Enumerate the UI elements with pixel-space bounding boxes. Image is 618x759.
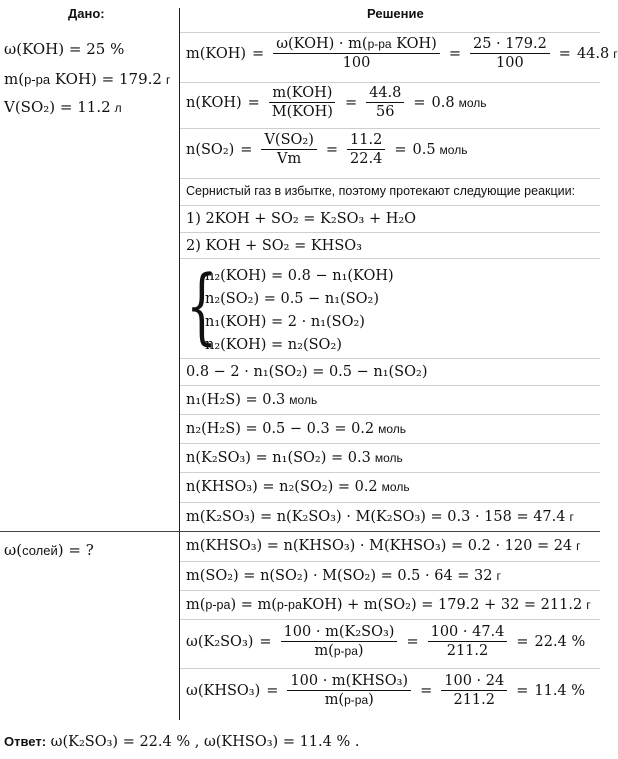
solution-line-equation: 0.8 − 2 · n₁(SO₂) = 0.5 − n₁(SO₂) — [186, 364, 428, 380]
separator — [180, 472, 600, 473]
solution-line-m-koh: m(KOH) = $\frac{\text{ω(KOH) · m(р-ра KOH)}}{100}$ = $\frac{25 \cdot 179.2}{100}$ = 44.8 г — [186, 36, 618, 71]
separator — [180, 561, 600, 562]
system-line: n₁(KOH) = 2 · n₁(SO₂) — [205, 314, 365, 330]
separator — [180, 443, 600, 444]
find-w-salts: ω(солей) = ? — [4, 541, 94, 559]
separator — [180, 205, 600, 206]
solution-line-w-k2so3: ω(K₂SO₃) = $\frac{\text{100 · m(K₂SO₃)}}{m(р-ра)}$ = $\frac{100 \cdot 47.4}{211.2}$ = 22.4 % — [186, 624, 586, 659]
system-line: n₂(KOH) = 0.8 − n₁(KOH) — [205, 268, 394, 284]
solution-line-w-khso3: ω(KHSO₃) = $\frac{\text{100 · m(KHSO₃)}}{m(р-ра)}$ = $\frac{100 \cdot 24}{211.2}$ = 11.4 % — [186, 673, 586, 708]
separator — [180, 82, 600, 83]
separator — [180, 358, 600, 359]
given-v-so2: V(SO₂) = 11.2 л — [4, 98, 122, 116]
solution-line-m-khso3: m(KHSO₃) = n(KHSO₃) · M(KHSO₃) = 0.2 · 120 = 24 г — [186, 538, 581, 554]
solution-line-n2: n₂(H₂S) = 0.5 − 0.3 = 0.2 моль — [186, 421, 407, 437]
solution-line-n-koh: n(KOH) = $\frac{\text{m(KOH)}}{\text{M(KOH)}}$ = $\frac{44.8}{56}$ = 0.8 моль — [186, 85, 487, 120]
solution-line-n1: n₁(H₂S) = 0.3 моль — [186, 392, 318, 408]
excess-note: Сернистый газ в избытке, поэтому протекают следующие реакции: — [186, 184, 576, 198]
reaction-1: 1) 2KOH + SO₂ = K₂SO₃ + H₂O — [186, 211, 417, 227]
answer-label: Ответ: — [4, 734, 47, 749]
solution-line-m-solution: m( р-ра ) = m( р-ра KOH) + m(SO₂) = 179.2 + 32 = 211.2 г — [186, 597, 591, 613]
given-m-solution: m(р-ра KOH) = 179.2 г — [4, 70, 171, 88]
answer-text: ω(K₂SO₃) = 22.4 % , ω(KHSO₃) = 11.4 % . — [50, 734, 360, 750]
solution-header: Решение — [367, 6, 424, 21]
solution-line-m-so2: m(SO₂) = n(SO₂) · M(SO₂) = 0.5 · 64 = 32 г — [186, 568, 501, 584]
reaction-2: 2) KOH + SO₂ = KHSO₃ — [186, 238, 362, 254]
system-line: n₂(KOH) = n₂(SO₂) — [205, 337, 342, 353]
separator — [180, 232, 600, 233]
separator — [180, 668, 600, 669]
separator — [180, 414, 600, 415]
solution-line-n-khso3: n(KHSO₃) = n₂(SO₂) = 0.2 моль — [186, 479, 410, 495]
solution-line-n-so2: n(SO₂) = $\frac{\text{V(SO₂)}}{Vm}$ = $\frac{11.2}{22.4}$ = 0.5 моль — [186, 132, 468, 167]
column-divider — [179, 8, 180, 720]
solution-line-n-k2so3: n(K₂SO₃) = n₁(SO₂) = 0.3 моль — [186, 450, 403, 466]
separator — [180, 32, 600, 33]
separator — [180, 385, 600, 386]
system-line: n₂(SO₂) = 0.5 − n₁(SO₂) — [205, 291, 379, 307]
given-find-separator — [0, 531, 600, 532]
solution-line-m-k2so3: m(K₂SO₃) = n(K₂SO₃) · M(K₂SO₃) = 0.3 · 158 = 47.4 г — [186, 509, 574, 525]
given-w-koh: ω(KOH) = 25 % — [4, 40, 125, 58]
separator — [180, 178, 600, 179]
separator — [180, 258, 600, 259]
separator — [180, 619, 600, 620]
given-header: Дано: — [68, 6, 105, 21]
separator — [180, 590, 600, 591]
separator — [180, 128, 600, 129]
separator — [180, 502, 600, 503]
answer-line — [4, 734, 359, 750]
system-brace: { — [186, 259, 218, 354]
